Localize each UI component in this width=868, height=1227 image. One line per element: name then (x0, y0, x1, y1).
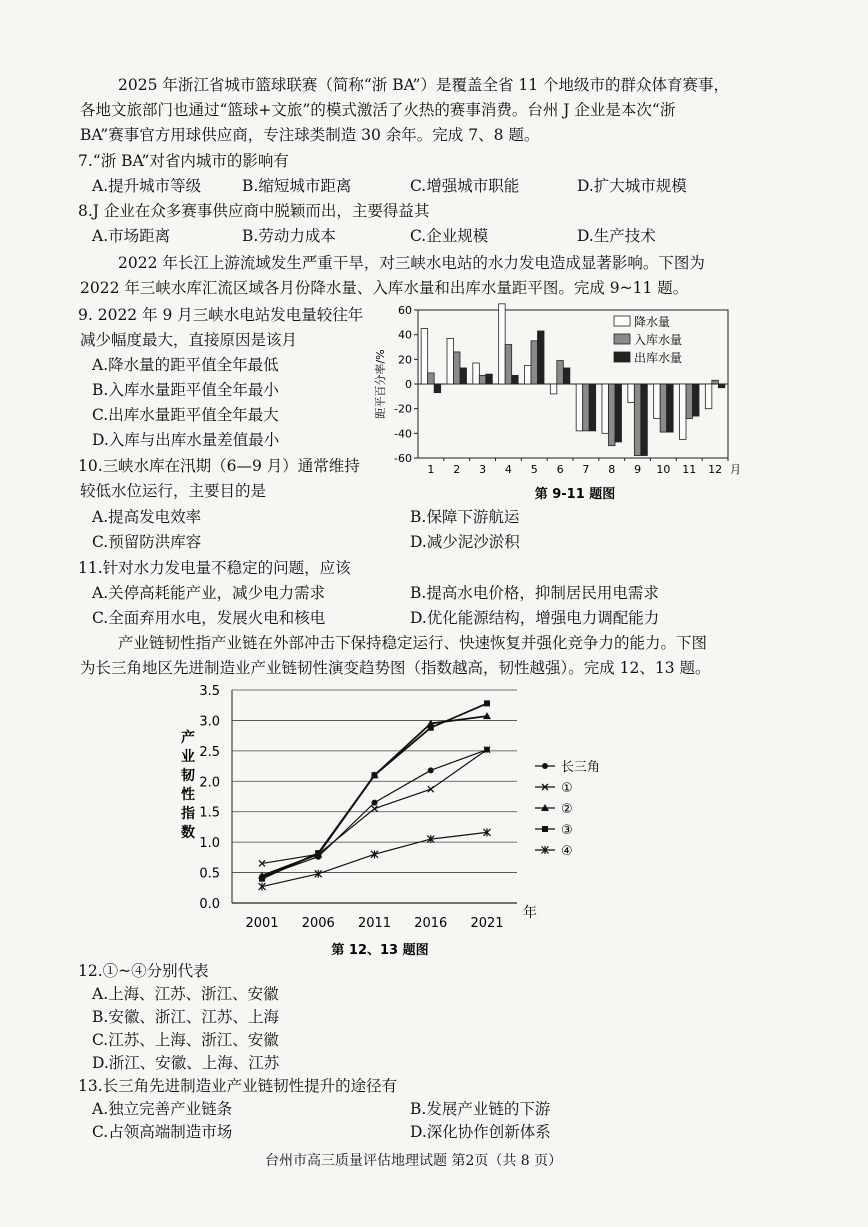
x-tick-label: 1 (427, 463, 435, 476)
q11-option-b[interactable]: B.提高水电价格，抑制居民用电需求 (410, 584, 659, 602)
x-tick-label: 2021 (470, 916, 504, 931)
bar (680, 384, 687, 440)
bar (693, 384, 700, 416)
q10-option-c[interactable]: C.预留防洪库容 (92, 533, 202, 551)
bar (499, 304, 506, 384)
bar (447, 338, 454, 384)
x-tick-label: 6 (556, 463, 564, 476)
question-8-stem: 8.J 企业在众多赛事供应商中脱颖而出，主要得益其 (78, 202, 430, 220)
y-tick-label: 40 (398, 328, 412, 342)
data-point (372, 772, 378, 778)
x-tick-label: 3 (479, 463, 487, 476)
legend-label: ③ (561, 823, 573, 838)
q8-option-c[interactable]: C.企业规模 (410, 227, 489, 245)
bar (609, 384, 616, 446)
data-point (542, 763, 548, 769)
x-axis-unit: 年 (523, 905, 537, 921)
x-tick-label: 2016 (414, 916, 448, 931)
data-point (259, 876, 265, 882)
bar (589, 384, 596, 431)
chart-caption: 第 9-11 题图 (534, 487, 616, 502)
q7-option-b[interactable]: B.缩短城市距离 (242, 177, 352, 195)
data-point (428, 725, 434, 731)
bar (486, 374, 493, 384)
q12-option-a[interactable]: A.上海、江苏、浙江、安徽 (92, 985, 279, 1003)
legend-label: 长三角 (561, 760, 601, 775)
bar (479, 375, 486, 384)
y-tick-label: 3.0 (199, 714, 220, 730)
bar (667, 384, 674, 432)
y-tick-label: 3.5 (199, 684, 220, 699)
bar-chart (370, 300, 750, 505)
bar (660, 384, 667, 432)
q11-option-d[interactable]: D.优化能源结构，增强电力调配能力 (410, 609, 660, 627)
series-line (262, 832, 487, 886)
y-axis-label-char: 业 (181, 749, 195, 765)
q8-option-a[interactable]: A.市场距离 (92, 227, 171, 245)
q13-option-a[interactable]: A.独立完善产业链条 (92, 1100, 233, 1118)
x-tick-label: 2001 (245, 916, 279, 931)
q10-option-b[interactable]: B.保障下游航运 (410, 508, 520, 526)
bar (557, 361, 564, 384)
q12-option-c[interactable]: C.江苏、上海、浙江、安徽 (92, 1031, 279, 1049)
bar (454, 352, 461, 384)
bar (538, 331, 545, 384)
q8-option-b[interactable]: B.劳动力成本 (242, 227, 336, 245)
q8-option-d[interactable]: D.生产技术 (577, 227, 656, 245)
q13-option-d[interactable]: D.深化协作创新体系 (410, 1123, 551, 1141)
q12-option-d[interactable]: D.浙江、安徽、上海、江苏 (92, 1054, 280, 1072)
data-point (372, 800, 378, 806)
x-tick-label: 10 (656, 463, 671, 476)
legend-label: ② (561, 802, 573, 817)
bar (525, 366, 532, 385)
intro-line: 为长三角地区先进制造业产业链韧性演变趋势图（指数越高，韧性越强）。完成 12、13 题。 (80, 659, 711, 677)
y-tick-label: 1.0 (199, 836, 220, 852)
q10-option-d[interactable]: D.减少泥沙淤积 (410, 533, 520, 551)
data-point (542, 826, 548, 832)
legend-label: 入库水量 (634, 333, 683, 347)
legend-label: ① (561, 781, 573, 796)
question-9-stem: 减少幅度最大，直接原因是该月 (80, 331, 298, 349)
bar (460, 368, 467, 384)
bar (615, 384, 622, 442)
intro-line: 2022 年长江上游流域发生严重干旱，对三峡水电站的水力发电造成显著影响。下图为 (118, 254, 705, 272)
bar (428, 373, 435, 384)
y-axis-label-char: 数 (181, 825, 195, 841)
question-11-stem: 11.针对水力发电量不稳定的问题，应该 (78, 559, 351, 577)
bar (641, 384, 648, 456)
legend-swatch (614, 352, 630, 362)
y-axis-label-char: 韧 (181, 768, 195, 784)
y-tick-label: 0.5 (199, 866, 220, 882)
q9-option-d[interactable]: D.入库与出库水量差值最小 (92, 431, 280, 449)
q10-option-a[interactable]: A.提高发电效率 (92, 508, 202, 526)
series-line (262, 750, 487, 864)
q7-option-d[interactable]: D.扩大城市规模 (577, 177, 687, 195)
question-10-stem: 10.三峡水库在汛期（6—9 月）通常维持 (78, 457, 360, 475)
y-axis-label: 距平百分率/% (374, 349, 387, 419)
bar (705, 384, 712, 409)
y-tick-label: 1.5 (199, 805, 220, 821)
data-point (484, 700, 490, 706)
intro-line: 2022 年三峡水库汇流区域各月份降水量、入库水量和出库水量距平图。完成 9~11 题。 (80, 279, 689, 297)
q11-option-c[interactable]: C.全面弃用水电，发展火电和核电 (92, 609, 326, 627)
y-tick-label: 2.5 (199, 744, 220, 760)
q7-option-c[interactable]: C.增强城市职能 (410, 177, 520, 195)
y-tick-label: -60 (394, 452, 412, 465)
y-axis-label-char: 产 (181, 730, 195, 746)
x-tick-label: 2 (453, 463, 461, 476)
y-tick-label: 0.0 (199, 897, 220, 912)
y-tick-label: 0 (405, 378, 412, 391)
x-tick-label: 5 (530, 463, 538, 476)
bar (718, 384, 725, 388)
question-12-stem: 12.①~④分别代表 (78, 962, 209, 980)
q13-option-b[interactable]: B.发展产业链的下游 (410, 1100, 551, 1118)
question-10-stem: 较低水位运行，主要目的是 (80, 482, 267, 500)
y-tick-label: 60 (398, 304, 412, 317)
legend-label: 降水量 (634, 315, 671, 329)
bar (602, 384, 609, 433)
y-axis-label-char: 性 (181, 787, 195, 803)
data-point (428, 786, 434, 792)
y-tick-label: 20 (398, 353, 412, 367)
bar (512, 375, 519, 384)
x-tick-label: 4 (504, 463, 512, 476)
intro-line: 2025 年浙江省城市篮球联赛（简称“浙 BA”）是覆盖全省 11 个地级市的群众体育赛事， (118, 76, 730, 94)
intro-line: 各地文旅部门也通过“篮球+文旅”的模式激活了火热的赛事消费。台州 J 企业是本次“浙 (80, 101, 676, 119)
q9-option-c[interactable]: C.出库水量距平值全年最大 (92, 406, 279, 424)
data-point (372, 806, 378, 812)
bar (531, 341, 538, 384)
legend-swatch (614, 334, 630, 344)
bar (583, 384, 590, 431)
chart-caption: 第 12、13 题图 (331, 943, 429, 958)
y-axis-label-char: 指 (181, 806, 195, 822)
intro-line: 产业链韧性指产业链在外部冲击下保持稳定运行、快速恢复并强化竞争力的能力。下图 (118, 634, 708, 652)
q13-option-c[interactable]: C.占领高端制造市场 (92, 1123, 233, 1141)
bar (712, 380, 719, 384)
y-tick-label: -20 (394, 402, 412, 416)
bar (473, 363, 480, 384)
bar (505, 345, 512, 384)
x-tick-label: 7 (582, 463, 590, 476)
page-footer: 台州市高三质量评估地理试题 第2页（共 8 页） (265, 1153, 563, 1169)
bar (628, 384, 635, 403)
legend-swatch (614, 316, 630, 326)
y-tick-label: -40 (394, 427, 412, 441)
bar (421, 329, 428, 385)
q7-option-a[interactable]: A.提升城市等级 (92, 177, 202, 195)
question-9-stem: 9. 2022 年 9 月三峡水电站发电量较往年 (78, 306, 364, 324)
legend-label: 出库水量 (634, 351, 683, 365)
x-tick-label: 8 (608, 463, 616, 476)
q9-option-b[interactable]: B.入库水量距平值全年最小 (92, 381, 279, 399)
intro-line: BA”赛事官方用球供应商，专注球类制造 30 余年。完成 7、8 题。 (80, 126, 540, 144)
q11-option-a[interactable]: A.关停高耗能产业，减少电力需求 (92, 584, 326, 602)
x-tick-label: 11 (682, 463, 697, 476)
legend-label: ④ (561, 844, 573, 859)
bar (654, 384, 661, 419)
bar (434, 384, 441, 393)
x-axis-unit: 月 (730, 463, 741, 476)
bar (686, 384, 693, 419)
x-tick-label: 12 (708, 463, 723, 476)
data-point (315, 850, 321, 856)
q12-option-b[interactable]: B.安徽、浙江、江苏、上海 (92, 1008, 279, 1026)
bar (576, 384, 583, 431)
x-tick-label: 2006 (301, 916, 335, 931)
x-tick-label: 2011 (357, 916, 392, 931)
x-tick-label: 9 (634, 463, 642, 476)
q9-option-a[interactable]: A.降水量的距平值全年最低 (92, 356, 279, 374)
bar (634, 384, 641, 456)
y-tick-label: 2.0 (199, 775, 220, 791)
data-point (428, 767, 434, 773)
data-point (371, 850, 378, 858)
question-7-stem: 7.“浙 BA”对省内城市的影响有 (78, 152, 289, 170)
question-13-stem: 13.长三角先进制造业产业链韧性提升的途径有 (78, 1077, 398, 1095)
bar (550, 384, 557, 394)
bar (563, 368, 570, 384)
line-chart (170, 680, 640, 960)
